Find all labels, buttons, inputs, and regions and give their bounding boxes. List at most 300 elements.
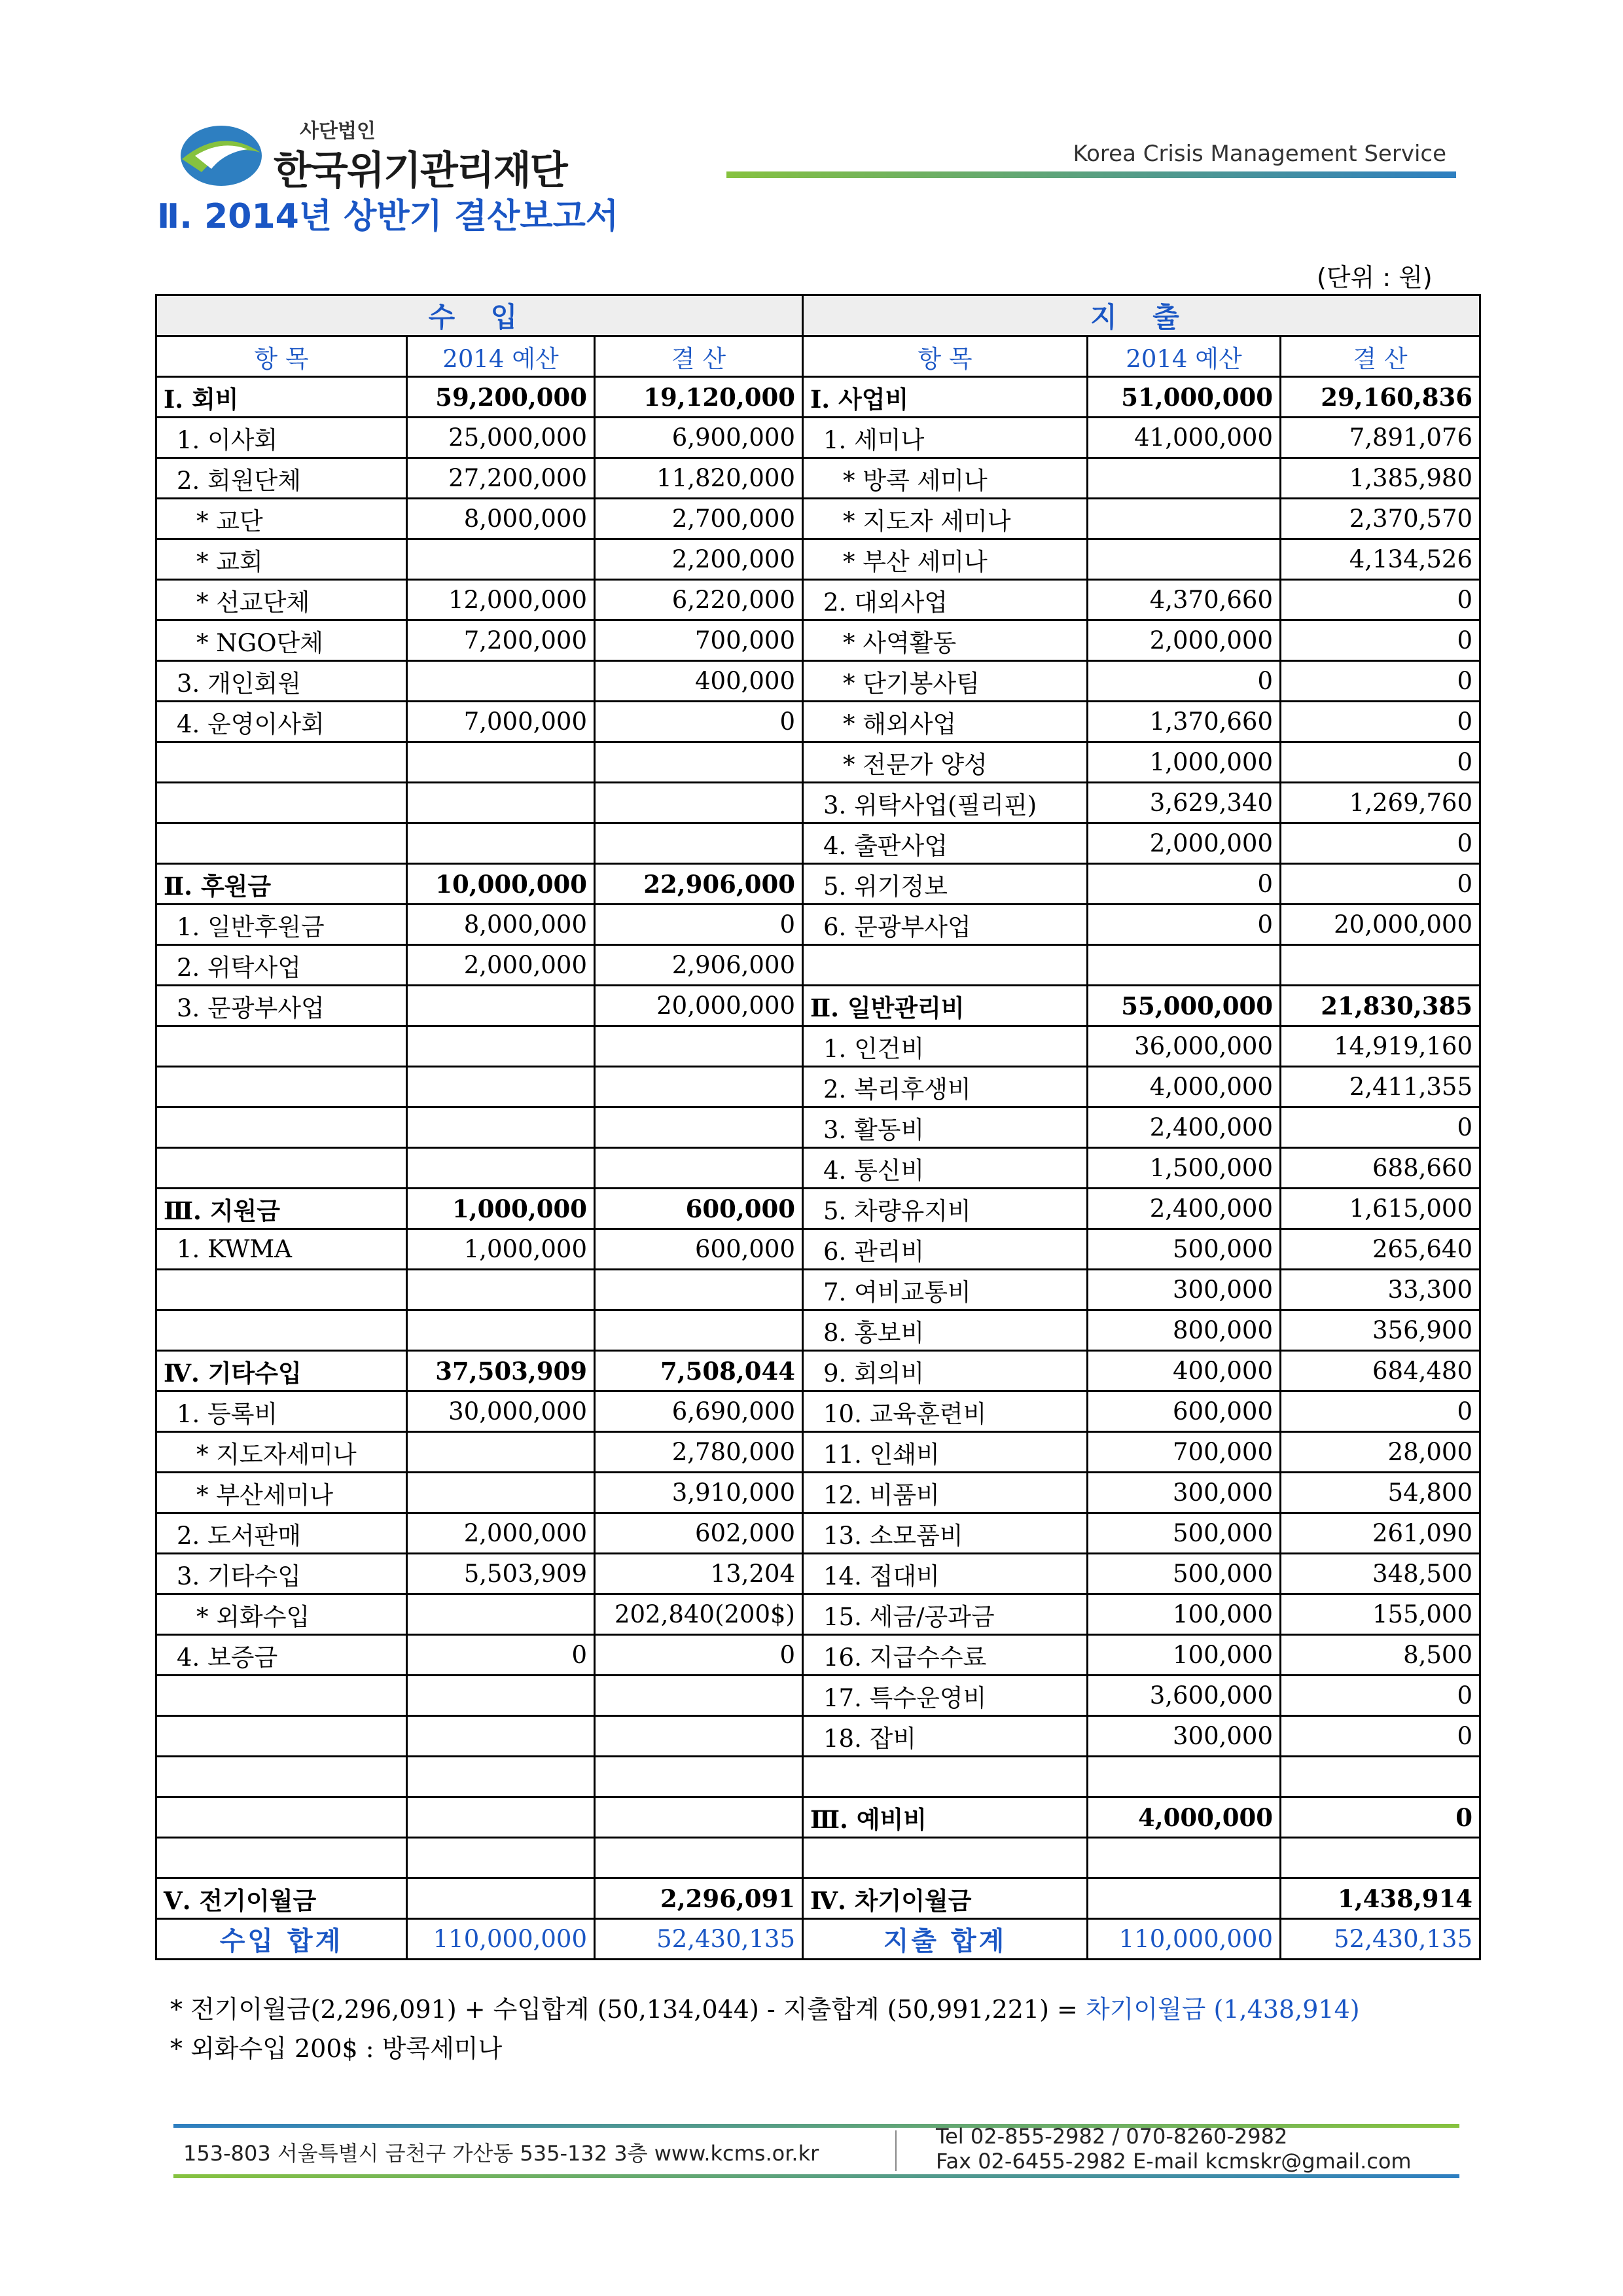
income-budget: 2,000,000 (407, 1513, 595, 1554)
table-row (156, 742, 1480, 783)
income-actual: 6,690,000 (595, 1391, 803, 1432)
expense-actual: 0 (1281, 620, 1480, 661)
expense-item: 8. 홍보비 (803, 1310, 1088, 1351)
expense-budget (1088, 458, 1281, 499)
expense-item: * 해외사업 (803, 702, 1088, 742)
org-name: 한국위기관리재단 (274, 148, 567, 194)
table-row (156, 1229, 1480, 1270)
income-item (156, 1148, 407, 1189)
expense-budget: 55,000,000 (1088, 986, 1281, 1026)
income-budget (407, 783, 595, 823)
income-item (156, 1107, 407, 1148)
expense-actual: 7,891,076 (1281, 418, 1480, 458)
note-formula: * 전기이월금(2,296,091) + 수입합계 (50,134,044) - 지출합계 (50,991,221) = (170, 1995, 1086, 2024)
expense-actual: 261,090 (1281, 1513, 1480, 1554)
expense-actual: 0 (1281, 742, 1480, 783)
unit-label: (단위 : 원) (1317, 263, 1433, 292)
table-row (156, 1554, 1480, 1594)
note-line-2: * 외화수입 200$ : 방콕세미나 (170, 2034, 503, 2063)
expense-total-budget: 110,000,000 (1088, 1919, 1281, 1960)
income-item (156, 783, 407, 823)
income-item (156, 1757, 407, 1797)
income-item: 1. 일반후원금 (156, 905, 407, 945)
col-item-income: 항 목 (156, 336, 407, 377)
col-actual-income: 결 산 (595, 336, 803, 377)
expense-item: * 사역활동 (803, 620, 1088, 661)
expense-item: * 단기봉사팀 (803, 661, 1088, 702)
table-row (156, 1716, 1480, 1757)
expense-item: 14. 접대비 (803, 1554, 1088, 1594)
income-item: Ⅰ. 회비 (156, 377, 407, 418)
income-actual: 2,780,000 (595, 1432, 803, 1473)
expense-budget: 4,000,000 (1088, 1067, 1281, 1107)
table-row (156, 1513, 1480, 1554)
income-budget: 30,000,000 (407, 1391, 595, 1432)
expense-actual: 348,500 (1281, 1554, 1480, 1594)
expense-item: 5. 차량유지비 (803, 1189, 1088, 1229)
income-actual (595, 1148, 803, 1189)
expense-actual: 0 (1281, 1797, 1480, 1838)
expense-item: 18. 잡비 (803, 1716, 1088, 1757)
expense-actual: 0 (1281, 1676, 1480, 1716)
income-budget (407, 1148, 595, 1189)
expense-item (803, 1838, 1088, 1878)
expense-budget (1088, 539, 1281, 580)
income-budget: 0 (407, 1635, 595, 1676)
col-budget-income: 2014 예산 (407, 336, 595, 377)
table-row (156, 580, 1480, 620)
header-divider (726, 171, 1456, 178)
income-actual: 2,296,091 (595, 1878, 803, 1919)
table-row (156, 1797, 1480, 1838)
table-row (156, 661, 1480, 702)
expense-actual (1281, 1838, 1480, 1878)
expense-actual: 14,919,160 (1281, 1026, 1480, 1067)
table-row (156, 905, 1480, 945)
income-budget (407, 823, 595, 864)
expense-item: Ⅳ. 차기이월금 (803, 1878, 1088, 1919)
expense-actual: 28,000 (1281, 1432, 1480, 1473)
notes (170, 1990, 1360, 2068)
org-type-label: 사단법인 (300, 120, 376, 143)
expense-budget: 1,370,660 (1088, 702, 1281, 742)
expense-item: 4. 통신비 (803, 1148, 1088, 1189)
expense-item (803, 1757, 1088, 1797)
table-row (156, 986, 1480, 1026)
expense-budget: 1,000,000 (1088, 742, 1281, 783)
table-row (156, 620, 1480, 661)
settlement-table (155, 294, 1481, 1960)
income-budget (407, 661, 595, 702)
expense-item: 10. 교육훈련비 (803, 1391, 1088, 1432)
expense-budget (1088, 499, 1281, 539)
income-actual: 600,000 (595, 1189, 803, 1229)
expense-actual: 0 (1281, 580, 1480, 620)
table-row (156, 1189, 1480, 1229)
expense-actual: 21,830,385 (1281, 986, 1480, 1026)
income-item: 2. 위탁사업 (156, 945, 407, 986)
expense-actual: 0 (1281, 1391, 1480, 1432)
income-budget (407, 1310, 595, 1351)
expense-actual: 265,640 (1281, 1229, 1480, 1270)
col-item-expense: 항 목 (803, 336, 1088, 377)
income-actual: 6,220,000 (595, 580, 803, 620)
income-item (156, 1797, 407, 1838)
table-row (156, 1067, 1480, 1107)
income-item: * 교회 (156, 539, 407, 580)
expense-budget: 400,000 (1088, 1351, 1281, 1391)
income-actual (595, 823, 803, 864)
col-actual-expense: 결 산 (1281, 336, 1480, 377)
table-row (156, 1594, 1480, 1635)
expense-budget: 500,000 (1088, 1513, 1281, 1554)
income-item (156, 1270, 407, 1310)
expense-actual: 0 (1281, 1107, 1480, 1148)
expense-item: 5. 위기정보 (803, 864, 1088, 905)
expense-actual: 33,300 (1281, 1270, 1480, 1310)
expense-actual: 1,438,914 (1281, 1878, 1480, 1919)
expense-actual: 2,370,570 (1281, 499, 1480, 539)
income-item (156, 1716, 407, 1757)
table-row (156, 1148, 1480, 1189)
income-item (156, 1067, 407, 1107)
expense-actual: 356,900 (1281, 1310, 1480, 1351)
section-header-row (156, 295, 1480, 336)
table-row (156, 418, 1480, 458)
expense-budget: 800,000 (1088, 1310, 1281, 1351)
table-row (156, 1757, 1480, 1797)
expense-item: 6. 관리비 (803, 1229, 1088, 1270)
expense-budget: 51,000,000 (1088, 377, 1281, 418)
expense-budget: 500,000 (1088, 1229, 1281, 1270)
income-budget (407, 1757, 595, 1797)
page-title: Ⅱ. 2014년 상반기 결산보고서 (157, 197, 619, 236)
income-item: * 부산세미나 (156, 1473, 407, 1513)
table-row (156, 864, 1480, 905)
expense-budget: 100,000 (1088, 1594, 1281, 1635)
income-actual (595, 783, 803, 823)
expense-item: 15. 세금/공과금 (803, 1594, 1088, 1635)
table-row (156, 1473, 1480, 1513)
expense-item: 13. 소모품비 (803, 1513, 1088, 1554)
income-item (156, 742, 407, 783)
income-actual: 22,906,000 (595, 864, 803, 905)
income-item (156, 823, 407, 864)
table-row (156, 783, 1480, 823)
income-budget: 37,503,909 (407, 1351, 595, 1391)
footer-tel: Tel 02-855-2982 / 070-8260-2982 (936, 2124, 1288, 2149)
income-actual (595, 1838, 803, 1878)
expense-budget: 0 (1088, 661, 1281, 702)
income-item: 3. 문광부사업 (156, 986, 407, 1026)
income-actual: 0 (595, 702, 803, 742)
income-actual: 602,000 (595, 1513, 803, 1554)
table-row (156, 539, 1480, 580)
income-budget: 1,000,000 (407, 1189, 595, 1229)
table-row (156, 1310, 1480, 1351)
expense-actual: 1,385,980 (1281, 458, 1480, 499)
note-line-1 (170, 1990, 1360, 2029)
table-row (156, 1635, 1480, 1676)
income-actual (595, 1067, 803, 1107)
expense-budget: 2,000,000 (1088, 620, 1281, 661)
table-row (156, 1351, 1480, 1391)
income-actual: 700,000 (595, 620, 803, 661)
expense-budget: 300,000 (1088, 1473, 1281, 1513)
expense-item: 3. 위탁사업(필리핀) (803, 783, 1088, 823)
income-budget: 8,000,000 (407, 905, 595, 945)
income-item: 4. 보증금 (156, 1635, 407, 1676)
income-item: * 지도자세미나 (156, 1432, 407, 1473)
expense-budget (1088, 945, 1281, 986)
expense-item: 1. 세미나 (803, 418, 1088, 458)
expense-actual: 684,480 (1281, 1351, 1480, 1391)
income-actual: 3,910,000 (595, 1473, 803, 1513)
expense-budget: 41,000,000 (1088, 418, 1281, 458)
income-item (156, 1310, 407, 1351)
income-item: * 교단 (156, 499, 407, 539)
income-item (156, 1838, 407, 1878)
income-actual: 400,000 (595, 661, 803, 702)
income-item: Ⅳ. 기타수입 (156, 1351, 407, 1391)
income-actual: 11,820,000 (595, 458, 803, 499)
income-item: * 선교단체 (156, 580, 407, 620)
income-budget (407, 1107, 595, 1148)
income-item (156, 1026, 407, 1067)
expense-budget: 0 (1088, 905, 1281, 945)
income-actual (595, 1676, 803, 1716)
income-budget: 12,000,000 (407, 580, 595, 620)
table-row (156, 1878, 1480, 1919)
income-actual: 19,120,000 (595, 377, 803, 418)
income-actual (595, 1757, 803, 1797)
table-row (156, 823, 1480, 864)
income-budget (407, 1676, 595, 1716)
income-budget (407, 1878, 595, 1919)
income-budget (407, 539, 595, 580)
expense-actual: 1,269,760 (1281, 783, 1480, 823)
income-budget (407, 1432, 595, 1473)
income-budget: 8,000,000 (407, 499, 595, 539)
income-budget (407, 742, 595, 783)
expense-budget: 3,629,340 (1088, 783, 1281, 823)
footer-divider-bottom (173, 2174, 1459, 2178)
income-actual (595, 1716, 803, 1757)
table-row (156, 1676, 1480, 1716)
expense-item: 6. 문광부사업 (803, 905, 1088, 945)
expense-total-label: 지출 합계 (803, 1919, 1088, 1960)
expense-budget (1088, 1878, 1281, 1919)
income-budget: 7,000,000 (407, 702, 595, 742)
income-budget (407, 986, 595, 1026)
income-total-label: 수입 합계 (156, 1919, 407, 1960)
table-row (156, 1026, 1480, 1067)
income-budget: 7,200,000 (407, 620, 595, 661)
income-actual: 20,000,000 (595, 986, 803, 1026)
expense-budget: 3,600,000 (1088, 1676, 1281, 1716)
expense-budget: 500,000 (1088, 1554, 1281, 1594)
income-actual: 2,906,000 (595, 945, 803, 986)
income-total-actual: 52,430,135 (595, 1919, 803, 1960)
expense-actual: 29,160,836 (1281, 377, 1480, 418)
income-actual: 0 (595, 1635, 803, 1676)
expense-budget: 2,000,000 (1088, 823, 1281, 864)
expense-item: Ⅲ. 예비비 (803, 1797, 1088, 1838)
expense-actual: 54,800 (1281, 1473, 1480, 1513)
expense-item: Ⅱ. 일반관리비 (803, 986, 1088, 1026)
expense-item: * 방콕 세미나 (803, 458, 1088, 499)
expense-item: 1. 인건비 (803, 1026, 1088, 1067)
footer-separator (895, 2130, 897, 2171)
income-item: 2. 도서판매 (156, 1513, 407, 1554)
expense-item: 9. 회의비 (803, 1351, 1088, 1391)
income-item: 2. 회원단체 (156, 458, 407, 499)
income-item: 1. KWMA (156, 1229, 407, 1270)
income-budget (407, 1026, 595, 1067)
footer-fax: Fax 02-6455-2982 E-mail kcmskr@gmail.com (936, 2149, 1412, 2174)
expense-actual: 4,134,526 (1281, 539, 1480, 580)
expense-budget: 700,000 (1088, 1432, 1281, 1473)
expense-actual (1281, 1757, 1480, 1797)
expense-actual: 8,500 (1281, 1635, 1480, 1676)
table-row (156, 702, 1480, 742)
expense-item: Ⅰ. 사업비 (803, 377, 1088, 418)
expense-item: * 전문가 양성 (803, 742, 1088, 783)
expense-item: 2. 대외사업 (803, 580, 1088, 620)
income-actual: 0 (595, 905, 803, 945)
expense-budget: 300,000 (1088, 1270, 1281, 1310)
expense-header: 지 출 (803, 295, 1480, 336)
expense-budget: 4,000,000 (1088, 1797, 1281, 1838)
table-row (156, 1391, 1480, 1432)
expense-item: 16. 지급수수료 (803, 1635, 1088, 1676)
expense-actual: 155,000 (1281, 1594, 1480, 1635)
income-budget: 2,000,000 (407, 945, 595, 986)
income-item: 4. 운영이사회 (156, 702, 407, 742)
income-item: 1. 등록비 (156, 1391, 407, 1432)
income-actual: 202,840(200$) (595, 1594, 803, 1635)
income-actual: 2,200,000 (595, 539, 803, 580)
income-actual: 2,700,000 (595, 499, 803, 539)
income-total-budget: 110,000,000 (407, 1919, 595, 1960)
expense-item (803, 945, 1088, 986)
income-budget: 25,000,000 (407, 418, 595, 458)
income-actual: 600,000 (595, 1229, 803, 1270)
expense-actual: 20,000,000 (1281, 905, 1480, 945)
income-actual (595, 1026, 803, 1067)
income-item: Ⅲ. 지원금 (156, 1189, 407, 1229)
income-budget (407, 1473, 595, 1513)
income-item: Ⅴ. 전기이월금 (156, 1878, 407, 1919)
expense-item: * 부산 세미나 (803, 539, 1088, 580)
footer-address: 153-803 서울특별시 금천구 가산동 535-132 3층 www.kcms.or.kr (183, 2141, 819, 2166)
expense-item: * 지도자 세미나 (803, 499, 1088, 539)
income-item: 1. 이사회 (156, 418, 407, 458)
table-row (156, 1838, 1480, 1878)
expense-budget: 36,000,000 (1088, 1026, 1281, 1067)
table-row (156, 377, 1480, 418)
expense-budget: 100,000 (1088, 1635, 1281, 1676)
income-budget (407, 1594, 595, 1635)
expense-item: 4. 출판사업 (803, 823, 1088, 864)
income-budget: 59,200,000 (407, 377, 595, 418)
expense-item: 12. 비품비 (803, 1473, 1088, 1513)
expense-total-actual: 52,430,135 (1281, 1919, 1480, 1960)
header-logo (175, 115, 568, 193)
income-item: * NGO단체 (156, 620, 407, 661)
table-row (156, 945, 1480, 986)
income-item: Ⅱ. 후원금 (156, 864, 407, 905)
expense-item: 17. 특수운영비 (803, 1676, 1088, 1716)
expense-actual: 688,660 (1281, 1148, 1480, 1189)
expense-actual: 2,411,355 (1281, 1067, 1480, 1107)
expense-budget: 1,500,000 (1088, 1148, 1281, 1189)
expense-budget: 300,000 (1088, 1716, 1281, 1757)
expense-item: 11. 인쇄비 (803, 1432, 1088, 1473)
expense-actual: 0 (1281, 1716, 1480, 1757)
column-header-row (156, 336, 1480, 377)
income-budget (407, 1270, 595, 1310)
income-actual (595, 742, 803, 783)
income-actual (595, 1270, 803, 1310)
income-actual (595, 1107, 803, 1148)
income-item: * 외화수입 (156, 1594, 407, 1635)
income-actual (595, 1310, 803, 1351)
income-budget (407, 1797, 595, 1838)
expense-budget: 4,370,660 (1088, 580, 1281, 620)
table-row (156, 499, 1480, 539)
income-item: 3. 기타수입 (156, 1554, 407, 1594)
income-item (156, 1676, 407, 1716)
income-actual: 6,900,000 (595, 418, 803, 458)
foundation-logo-icon (175, 120, 267, 188)
income-budget (407, 1838, 595, 1878)
table-row (156, 458, 1480, 499)
expense-actual: 0 (1281, 661, 1480, 702)
income-budget: 1,000,000 (407, 1229, 595, 1270)
income-budget: 5,503,909 (407, 1554, 595, 1594)
expense-budget (1088, 1838, 1281, 1878)
expense-item: 2. 복리후생비 (803, 1067, 1088, 1107)
col-budget-expense: 2014 예산 (1088, 336, 1281, 377)
expense-budget: 2,400,000 (1088, 1189, 1281, 1229)
expense-budget: 0 (1088, 864, 1281, 905)
expense-actual (1281, 945, 1480, 986)
table-row (156, 1432, 1480, 1473)
income-actual (595, 1797, 803, 1838)
income-budget (407, 1716, 595, 1757)
income-header: 수 입 (156, 295, 803, 336)
income-item: 3. 개인회원 (156, 661, 407, 702)
expense-item: 7. 여비교통비 (803, 1270, 1088, 1310)
income-budget: 10,000,000 (407, 864, 595, 905)
note-carryover: 차기이월금 (1,438,914) (1085, 1995, 1360, 2024)
total-row (156, 1919, 1480, 1960)
expense-actual: 0 (1281, 702, 1480, 742)
expense-item: 3. 활동비 (803, 1107, 1088, 1148)
expense-budget (1088, 1757, 1281, 1797)
table-row (156, 1107, 1480, 1148)
footer-contact (936, 2124, 1412, 2174)
expense-budget: 600,000 (1088, 1391, 1281, 1432)
expense-budget: 2,400,000 (1088, 1107, 1281, 1148)
table-row (156, 1270, 1480, 1310)
income-budget (407, 1067, 595, 1107)
expense-actual: 0 (1281, 823, 1480, 864)
expense-actual: 0 (1281, 864, 1480, 905)
income-actual: 7,508,044 (595, 1351, 803, 1391)
income-actual: 13,204 (595, 1554, 803, 1594)
